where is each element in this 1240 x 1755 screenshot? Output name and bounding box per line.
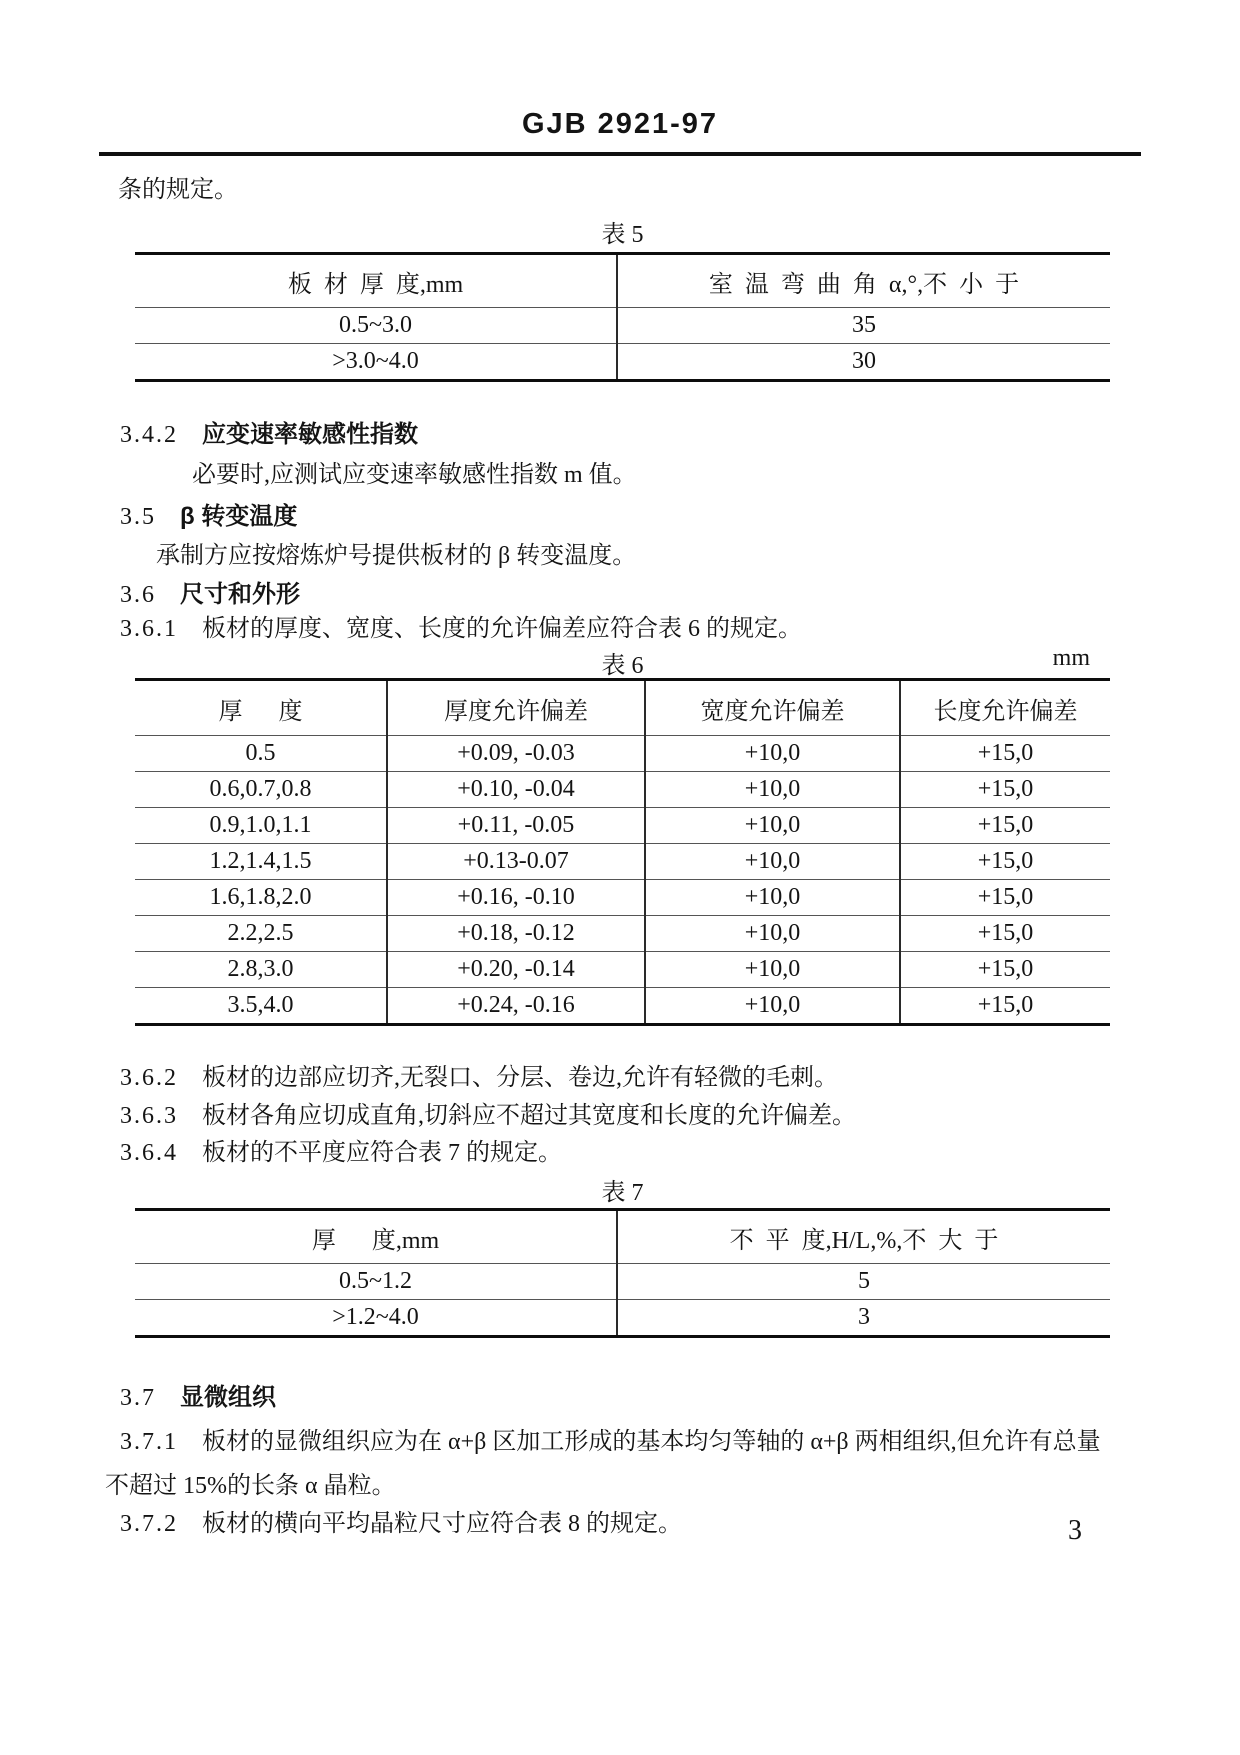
table6 xyxy=(135,678,1110,1026)
table6-header-row xyxy=(135,680,1110,736)
table7-header-thickness: 厚 度,mm xyxy=(135,1210,617,1264)
section-3-5-heading xyxy=(120,500,297,535)
table6-header-thickness: 厚 度 xyxy=(135,680,387,736)
table-cell: +15,0 xyxy=(900,736,1110,772)
table-cell: 2.2,2.5 xyxy=(135,916,387,952)
table-cell: 2.8,3.0 xyxy=(135,952,387,988)
section-3-7-heading xyxy=(120,1381,276,1416)
table-cell: +0.20, -0.14 xyxy=(387,952,645,988)
table-cell: 3 xyxy=(858,1304,870,1330)
section-title: 尺寸和外形 xyxy=(180,581,300,608)
doc-code: GJB 2921-97 xyxy=(521,108,719,140)
table-cell: +15,0 xyxy=(900,952,1110,988)
table-cell: 3.5,4.0 xyxy=(135,988,387,1025)
table-cell: +0.10, -0.04 xyxy=(387,772,645,808)
table7 xyxy=(135,1208,1110,1338)
table-cell: 5 xyxy=(617,1264,1110,1300)
section-3-6-heading xyxy=(120,578,300,613)
intro-text: 条的规定。 xyxy=(118,177,238,203)
table-cell: +10,0 xyxy=(645,952,900,988)
table-cell: +10,0 xyxy=(645,736,900,772)
table-cell: +10,0 xyxy=(645,772,900,808)
section-text: 板材的横向平均晶粒尺寸应符合表 8 的规定。 xyxy=(202,1511,682,1537)
table-row xyxy=(135,808,1110,844)
table-row xyxy=(135,1300,1110,1337)
table-cell: 0.5~1.2 xyxy=(135,1264,617,1300)
table-cell: +15,0 xyxy=(977,992,1034,1018)
table-cell: +0.24, -0.16 xyxy=(387,988,645,1025)
table-cell: 1.2,1.4,1.5 xyxy=(135,844,387,880)
table-cell: 0.5~3.0 xyxy=(135,308,617,344)
table7-header-row xyxy=(135,1210,1110,1264)
section-text: 板材的边部应切齐,无裂口、分层、卷边,允许有轻微的毛刺。 xyxy=(202,1065,838,1091)
section-number: 3.5 xyxy=(120,504,156,530)
section-title: 显微组织 xyxy=(180,1384,276,1411)
table7-caption: 表 7 xyxy=(601,1180,644,1206)
section-3-7-2 xyxy=(120,1508,682,1542)
table-cell: >1.2~4.0 xyxy=(135,1300,617,1337)
page-number: 3 xyxy=(1068,1515,1082,1546)
table-row xyxy=(135,736,1110,772)
table-row xyxy=(135,344,1110,381)
header-rule xyxy=(99,152,1141,156)
section-title: 应变速率敏感性指数 xyxy=(202,421,418,448)
table-cell: +15,0 xyxy=(900,916,1110,952)
section-text: 板材的厚度、宽度、长度的允许偏差应符合表 6 的规定。 xyxy=(202,616,802,642)
table6-header-length-dev: 长度允许偏差 xyxy=(900,680,1110,736)
table6-header-width-dev: 宽度允许偏差 xyxy=(645,680,900,736)
table-row xyxy=(135,880,1110,916)
table-cell: +15,0 xyxy=(900,808,1110,844)
section-number: 3.7 xyxy=(120,1385,156,1411)
table-cell: +0.13-0.07 xyxy=(387,844,645,880)
table-cell: 0.9,1.0,1.1 xyxy=(135,808,387,844)
table6-caption: 表 6 xyxy=(601,653,644,679)
table-cell: +10,0 xyxy=(645,880,900,916)
table-cell: +0.18, -0.12 xyxy=(387,916,645,952)
table-cell: +10,0 xyxy=(645,844,900,880)
section-3-6-2 xyxy=(120,1062,838,1096)
table-cell: 0.5 xyxy=(135,736,387,772)
table-cell: 0.6,0.7,0.8 xyxy=(135,772,387,808)
table-row xyxy=(135,844,1110,880)
table-row xyxy=(135,988,1110,1025)
table-row xyxy=(135,308,1110,344)
table-row xyxy=(135,952,1110,988)
table5-header-bend-angle: 室 温 弯 曲 角 α,°,不 小 于 xyxy=(617,254,1110,308)
section-3-6-3 xyxy=(120,1100,856,1134)
table-row xyxy=(135,772,1110,808)
section-3-4-2-body: 必要时,应测试应变速率敏感性指数 m 值。 xyxy=(192,462,637,488)
section-text: 板材各角应切成直角,切斜应不超过其宽度和长度的允许偏差。 xyxy=(202,1103,856,1129)
section-3-6-1 xyxy=(120,613,802,647)
section-text: 板材的不平度应符合表 7 的规定。 xyxy=(202,1140,562,1166)
section-number: 3.7.2 xyxy=(120,1511,178,1537)
table5 xyxy=(135,252,1110,382)
table-cell: +0.16, -0.10 xyxy=(387,880,645,916)
table6-header-thickness-dev: 厚度允许偏差 xyxy=(387,680,645,736)
table-cell: 35 xyxy=(617,308,1110,344)
section-number: 3.6.1 xyxy=(120,616,178,642)
table-cell: +10,0 xyxy=(645,988,900,1025)
section-3-6-4 xyxy=(120,1137,562,1171)
table5-header-thickness: 板 材 厚 度,mm xyxy=(135,254,617,308)
section-number: 3.6.3 xyxy=(120,1103,178,1129)
table-row xyxy=(135,916,1110,952)
section-number: 3.6.2 xyxy=(120,1065,178,1091)
table-row xyxy=(135,1264,1110,1300)
table-cell: >3.0~4.0 xyxy=(135,344,617,381)
section-number: 3.6 xyxy=(120,582,156,608)
section-number: 3.6.4 xyxy=(120,1140,178,1166)
section-3-5-body: 承制方应按熔炼炉号提供板材的 β 转变温度。 xyxy=(156,543,637,569)
section-title: β 转变温度 xyxy=(180,503,298,530)
table7-header-flatness: 不 平 度,H/L,%,不 大 于 xyxy=(617,1210,1110,1264)
table-cell: +10,0 xyxy=(645,916,900,952)
section-number: 3.7.1 xyxy=(120,1429,178,1455)
table-cell: +15,0 xyxy=(900,844,1110,880)
table-cell: +0.09, -0.03 xyxy=(387,736,645,772)
table-cell: 1.6,1.8,2.0 xyxy=(135,880,387,916)
table5-header-row xyxy=(135,254,1110,308)
table-cell: +0.11, -0.05 xyxy=(387,808,645,844)
section-number: 3.4.2 xyxy=(120,422,178,448)
table-cell: +15,0 xyxy=(900,772,1110,808)
table-cell: +10,0 xyxy=(645,808,900,844)
table-cell: 30 xyxy=(852,348,876,374)
section-3-4-2-heading xyxy=(120,418,418,453)
table5-caption: 表 5 xyxy=(601,222,644,248)
table-cell: +15,0 xyxy=(900,880,1110,916)
section-text: 板材的显微组织应为在 α+β 区加工形成的基本均匀等轴的 α+β 两相组织,但允许有总量不超过 15%的长条 α 晶粒。 xyxy=(105,1429,1101,1499)
section-3-7-1 xyxy=(105,1420,1120,1508)
table6-unit: mm xyxy=(1052,645,1090,671)
